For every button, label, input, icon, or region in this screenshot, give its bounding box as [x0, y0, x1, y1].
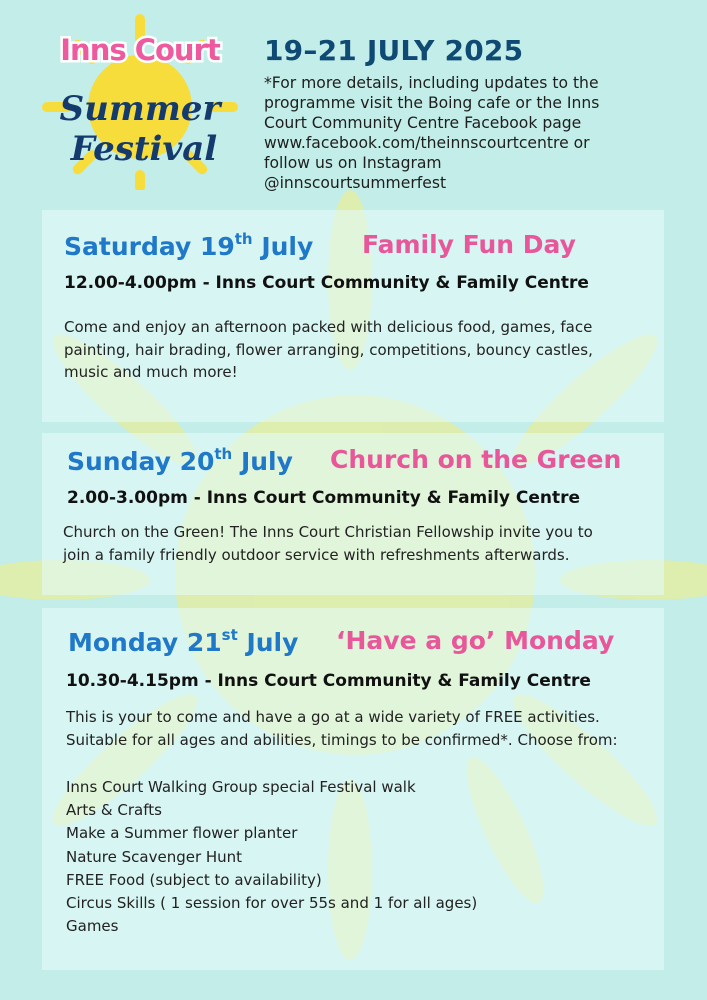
monday-panel	[42, 608, 664, 970]
day-month: July	[232, 447, 293, 476]
festival-logo	[40, 12, 240, 190]
details-line: *For more details, including updates to the	[264, 74, 599, 92]
event-time: 10.30-4.15pm - Inns Court Community & Family Centre	[66, 671, 591, 691]
description-line: join a family friendly outdoor service with refreshments afterwards.	[63, 545, 570, 564]
day-month: July	[237, 628, 299, 657]
day-month: July	[252, 232, 314, 261]
event-title: Church on the Green	[330, 445, 622, 474]
logo-line1: Inns Court	[60, 33, 220, 67]
list-item: Games	[66, 917, 119, 936]
festival-dates: 19–21 JULY 2025	[264, 34, 524, 67]
list-item: Arts & Crafts	[66, 801, 162, 820]
event-time: 2.00-3.00pm - Inns Court Community & Family Centre	[67, 488, 581, 508]
day-suffix: th	[214, 445, 233, 463]
details-line: programme visit the Boing cafe or the Inns	[264, 94, 600, 112]
header	[264, 34, 674, 193]
event-title: Family Fun Day	[362, 230, 576, 259]
day-heading	[68, 626, 298, 657]
activities-list	[66, 776, 477, 938]
day-heading	[67, 445, 293, 476]
day-name: Saturday 19	[64, 232, 235, 261]
day-name: Sunday 20	[67, 447, 215, 476]
logo-line2: Summer	[59, 89, 221, 129]
details-text	[264, 73, 674, 193]
day-heading	[64, 230, 313, 261]
list-item: FREE Food (subject to availability)	[66, 870, 322, 889]
saturday-panel	[42, 210, 664, 422]
list-item: Circus Skills ( 1 session for over 55s and 1 for all ages)	[66, 894, 478, 913]
description-line: Church on the Green! The Inns Court Christian Fellowship invite you to	[63, 523, 593, 541]
description-line: painting, hair brading, flower arranging, competitions, bouncy castles,	[64, 340, 593, 359]
description-line: This is your to come and have a go at a wide variety of FREE activities.	[66, 708, 600, 726]
list-item: Nature Scavenger Hunt	[66, 847, 243, 866]
event-description	[64, 316, 593, 384]
description-line: Come and enjoy an afternoon packed with delicious food, games, face	[64, 318, 593, 336]
logo-line3: Festival	[70, 129, 218, 169]
day-name: Monday 21	[68, 628, 222, 657]
day-suffix: st	[221, 626, 238, 644]
list-item: Make a Summer flower planter	[66, 824, 298, 843]
event-description	[66, 706, 618, 751]
sunday-panel	[42, 433, 664, 595]
description-line: music and much more!	[64, 363, 238, 381]
facebook-link[interactable]: www.facebook.com/theinnscourtcentre or	[264, 134, 590, 152]
details-line: Court Community Centre Facebook page	[264, 114, 582, 132]
event-title: ‘Have a go’ Monday	[336, 626, 615, 655]
day-suffix: th	[234, 230, 253, 248]
description-line: Suitable for all ages and abilities, timings to be confirmed*. Choose from:	[66, 730, 618, 749]
event-time: 12.00-4.00pm - Inns Court Community & Family Centre	[64, 273, 589, 293]
event-description	[63, 521, 593, 566]
list-item: Inns Court Walking Group special Festival walk	[66, 778, 416, 796]
instagram-handle[interactable]: @innscourtsummerfest	[264, 174, 447, 192]
details-line: follow us on Instagram	[264, 154, 442, 172]
